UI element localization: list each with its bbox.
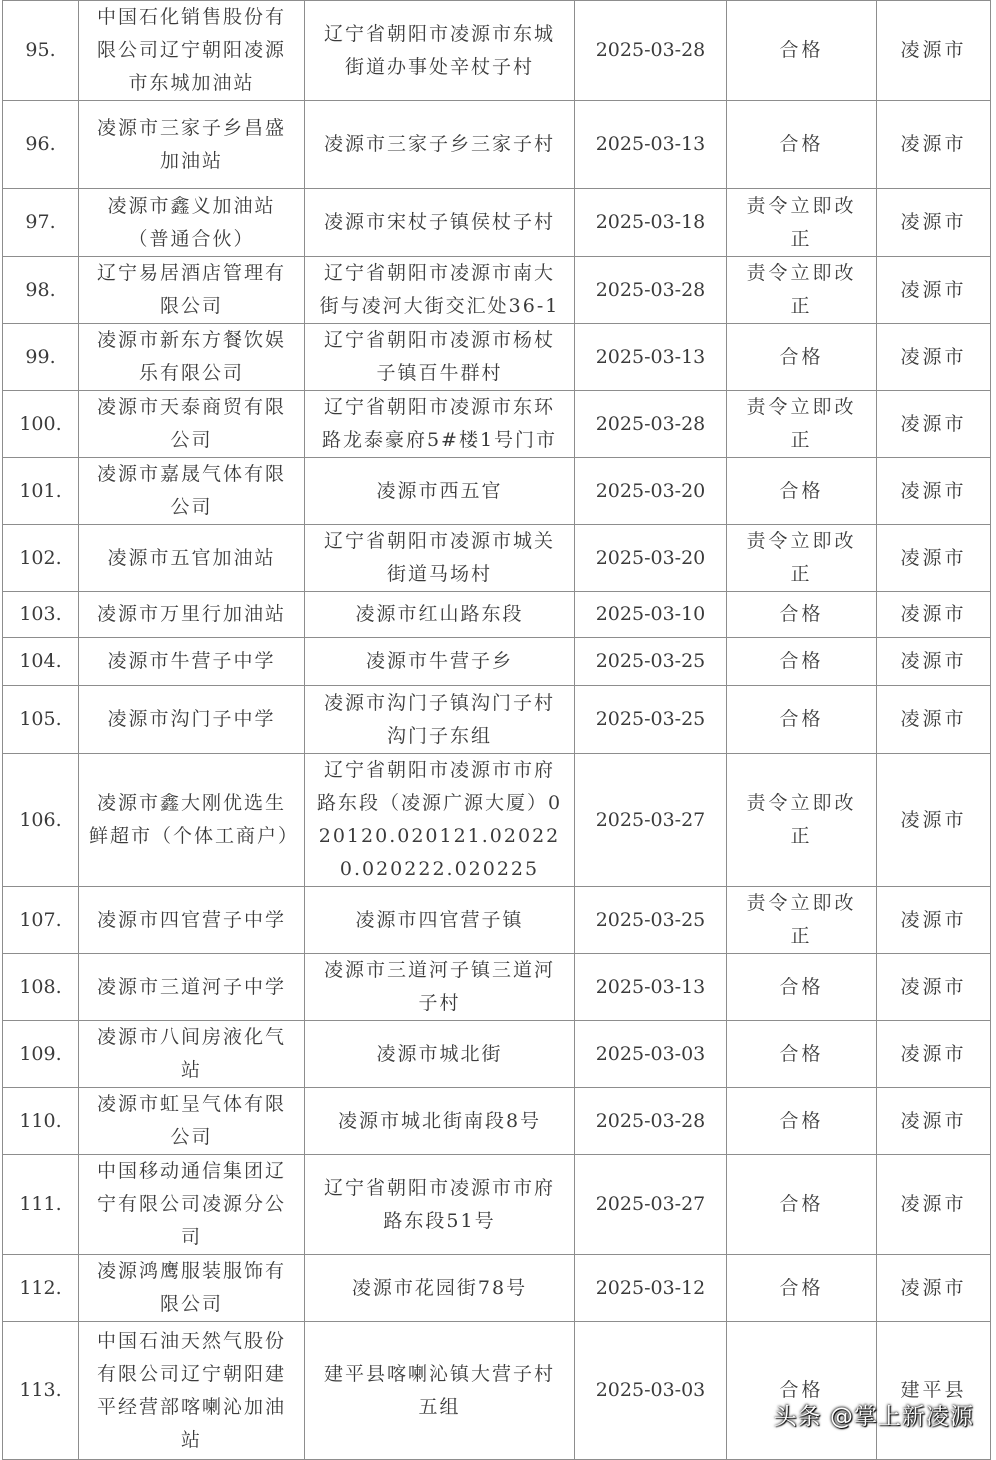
company-name: 凌源市鑫大刚优选生鲜超市（个体工商户） bbox=[79, 754, 305, 887]
address: 凌源市城北街 bbox=[305, 1021, 575, 1088]
inspection-date: 2025-03-20 bbox=[575, 525, 727, 592]
inspection-date: 2025-03-18 bbox=[575, 189, 727, 257]
row-number: 108. bbox=[3, 954, 79, 1021]
table-row bbox=[3, 1322, 991, 1460]
company-name: 中国移动通信集团辽宁有限公司凌源分公司 bbox=[79, 1155, 305, 1255]
region: 凌源市 bbox=[877, 887, 991, 954]
region: 凌源市 bbox=[877, 1255, 991, 1322]
address: 辽宁省朝阳市凌源市东城街道办事处辛杖子村 bbox=[305, 1, 575, 101]
inspection-result: 合格 bbox=[727, 1322, 877, 1460]
row-number: 96. bbox=[3, 101, 79, 189]
region: 凌源市 bbox=[877, 458, 991, 525]
inspection-date: 2025-03-13 bbox=[575, 101, 727, 189]
inspection-result: 合格 bbox=[727, 1021, 877, 1088]
inspection-result: 合格 bbox=[727, 1255, 877, 1322]
region: 凌源市 bbox=[877, 592, 991, 638]
inspection-date: 2025-03-28 bbox=[575, 1088, 727, 1155]
inspection-date: 2025-03-27 bbox=[575, 754, 727, 887]
inspection-date: 2025-03-03 bbox=[575, 1021, 727, 1088]
inspection-date: 2025-03-25 bbox=[575, 638, 727, 686]
company-name: 凌源市牛营子中学 bbox=[79, 638, 305, 686]
table-row bbox=[3, 1155, 991, 1255]
company-name: 凌源市鑫义加油站（普通合伙） bbox=[79, 189, 305, 257]
row-number: 103. bbox=[3, 592, 79, 638]
region: 凌源市 bbox=[877, 257, 991, 324]
row-number: 107. bbox=[3, 887, 79, 954]
table-row bbox=[3, 954, 991, 1021]
region: 凌源市 bbox=[877, 754, 991, 887]
region: 凌源市 bbox=[877, 1, 991, 101]
address: 凌源市牛营子乡 bbox=[305, 638, 575, 686]
company-name: 凌源市四官营子中学 bbox=[79, 887, 305, 954]
table-row bbox=[3, 324, 991, 391]
table-row bbox=[3, 525, 991, 592]
table-row bbox=[3, 638, 991, 686]
inspection-result: 责令立即改正 bbox=[727, 887, 877, 954]
region: 凌源市 bbox=[877, 189, 991, 257]
address: 辽宁省朝阳市凌源市杨杖子镇百牛群村 bbox=[305, 324, 575, 391]
row-number: 99. bbox=[3, 324, 79, 391]
row-number: 101. bbox=[3, 458, 79, 525]
table-row bbox=[3, 1, 991, 101]
address: 凌源市三家子乡三家子村 bbox=[305, 101, 575, 189]
inspection-result: 责令立即改正 bbox=[727, 391, 877, 458]
row-number: 98. bbox=[3, 257, 79, 324]
table-row bbox=[3, 257, 991, 324]
company-name: 中国石化销售股份有限公司辽宁朝阳凌源市东城加油站 bbox=[79, 1, 305, 101]
row-number: 104. bbox=[3, 638, 79, 686]
row-number: 95. bbox=[3, 1, 79, 101]
address: 辽宁省朝阳市凌源市东环路龙泰豪府5#楼1号门市 bbox=[305, 391, 575, 458]
inspection-date: 2025-03-28 bbox=[575, 257, 727, 324]
region: 建平县 bbox=[877, 1322, 991, 1460]
address: 凌源市宋杖子镇侯杖子村 bbox=[305, 189, 575, 257]
inspection-result: 责令立即改正 bbox=[727, 525, 877, 592]
inspection-date: 2025-03-27 bbox=[575, 1155, 727, 1255]
region: 凌源市 bbox=[877, 638, 991, 686]
address: 凌源市西五官 bbox=[305, 458, 575, 525]
address: 凌源市四官营子镇 bbox=[305, 887, 575, 954]
company-name: 凌源市三家子乡昌盛加油站 bbox=[79, 101, 305, 189]
row-number: 105. bbox=[3, 686, 79, 754]
company-name: 凌源市新东方餐饮娱乐有限公司 bbox=[79, 324, 305, 391]
table-row bbox=[3, 1255, 991, 1322]
table-row bbox=[3, 686, 991, 754]
inspection-table bbox=[2, 0, 991, 1460]
row-number: 110. bbox=[3, 1088, 79, 1155]
inspection-result: 合格 bbox=[727, 638, 877, 686]
inspection-result: 合格 bbox=[727, 686, 877, 754]
row-number: 100. bbox=[3, 391, 79, 458]
company-name: 辽宁易居酒店管理有限公司 bbox=[79, 257, 305, 324]
inspection-result: 合格 bbox=[727, 101, 877, 189]
inspection-date: 2025-03-10 bbox=[575, 592, 727, 638]
inspection-date: 2025-03-28 bbox=[575, 1, 727, 101]
inspection-result: 责令立即改正 bbox=[727, 257, 877, 324]
inspection-result: 合格 bbox=[727, 954, 877, 1021]
address: 凌源市三道河子镇三道河子村 bbox=[305, 954, 575, 1021]
inspection-date: 2025-03-25 bbox=[575, 686, 727, 754]
row-number: 106. bbox=[3, 754, 79, 887]
region: 凌源市 bbox=[877, 391, 991, 458]
inspection-result: 责令立即改正 bbox=[727, 754, 877, 887]
address: 辽宁省朝阳市凌源市南大街与凌河大街交汇处36-1 bbox=[305, 257, 575, 324]
company-name: 凌源市万里行加油站 bbox=[79, 592, 305, 638]
company-name: 凌源市虹呈气体有限公司 bbox=[79, 1088, 305, 1155]
inspection-result: 合格 bbox=[727, 1155, 877, 1255]
address: 辽宁省朝阳市凌源市城关街道马场村 bbox=[305, 525, 575, 592]
row-number: 109. bbox=[3, 1021, 79, 1088]
table-row bbox=[3, 1021, 991, 1088]
row-number: 113. bbox=[3, 1322, 79, 1460]
region: 凌源市 bbox=[877, 101, 991, 189]
table-row bbox=[3, 189, 991, 257]
region: 凌源市 bbox=[877, 1021, 991, 1088]
inspection-result: 合格 bbox=[727, 324, 877, 391]
row-number: 111. bbox=[3, 1155, 79, 1255]
row-number: 112. bbox=[3, 1255, 79, 1322]
region: 凌源市 bbox=[877, 324, 991, 391]
table-row bbox=[3, 1088, 991, 1155]
table-row bbox=[3, 592, 991, 638]
region: 凌源市 bbox=[877, 1088, 991, 1155]
company-name: 凌源市八间房液化气站 bbox=[79, 1021, 305, 1088]
inspection-date: 2025-03-28 bbox=[575, 391, 727, 458]
address: 建平县喀喇沁镇大营子村五组 bbox=[305, 1322, 575, 1460]
inspection-result: 责令立即改正 bbox=[727, 189, 877, 257]
table-row bbox=[3, 887, 991, 954]
company-name: 凌源市嘉晟气体有限公司 bbox=[79, 458, 305, 525]
address: 辽宁省朝阳市凌源市市府路东段51号 bbox=[305, 1155, 575, 1255]
table-row bbox=[3, 101, 991, 189]
row-number: 97. bbox=[3, 189, 79, 257]
company-name: 中国石油天然气股份有限公司辽宁朝阳建平经营部喀喇沁加油站 bbox=[79, 1322, 305, 1460]
region: 凌源市 bbox=[877, 1155, 991, 1255]
inspection-result: 合格 bbox=[727, 458, 877, 525]
company-name: 凌源市天泰商贸有限公司 bbox=[79, 391, 305, 458]
inspection-date: 2025-03-20 bbox=[575, 458, 727, 525]
region: 凌源市 bbox=[877, 954, 991, 1021]
inspection-date: 2025-03-03 bbox=[575, 1322, 727, 1460]
inspection-date: 2025-03-25 bbox=[575, 887, 727, 954]
row-number: 102. bbox=[3, 525, 79, 592]
company-name: 凌源鸿鹰服装服饰有限公司 bbox=[79, 1255, 305, 1322]
address: 辽宁省朝阳市凌源市市府路东段（凌源广源大厦）020120.020121.020220.020222.020225 bbox=[305, 754, 575, 887]
table-row bbox=[3, 391, 991, 458]
inspection-date: 2025-03-13 bbox=[575, 954, 727, 1021]
inspection-result: 合格 bbox=[727, 592, 877, 638]
inspection-result: 合格 bbox=[727, 1, 877, 101]
company-name: 凌源市沟门子中学 bbox=[79, 686, 305, 754]
inspection-result: 合格 bbox=[727, 1088, 877, 1155]
address: 凌源市城北街南段8号 bbox=[305, 1088, 575, 1155]
address: 凌源市红山路东段 bbox=[305, 592, 575, 638]
region: 凌源市 bbox=[877, 686, 991, 754]
table-row bbox=[3, 754, 991, 887]
table-row bbox=[3, 458, 991, 525]
address: 凌源市沟门子镇沟门子村沟门子东组 bbox=[305, 686, 575, 754]
inspection-date: 2025-03-13 bbox=[575, 324, 727, 391]
region: 凌源市 bbox=[877, 525, 991, 592]
company-name: 凌源市五官加油站 bbox=[79, 525, 305, 592]
company-name: 凌源市三道河子中学 bbox=[79, 954, 305, 1021]
inspection-date: 2025-03-12 bbox=[575, 1255, 727, 1322]
source-watermark: 头条 @掌上新凌源 bbox=[773, 1404, 974, 1430]
address: 凌源市花园街78号 bbox=[305, 1255, 575, 1322]
